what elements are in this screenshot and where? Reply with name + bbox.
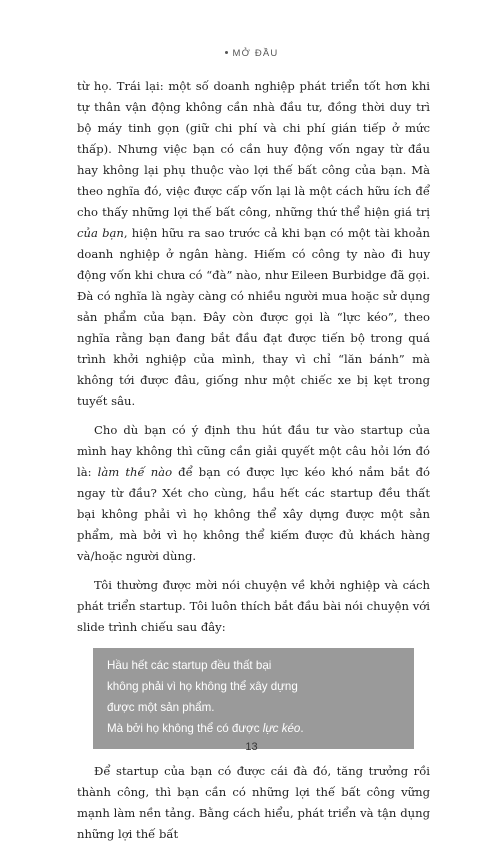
paragraph-4 (77, 761, 430, 845)
paragraph-1 (77, 76, 430, 412)
slide-quote-line-4-prefix: Mà bởi họ không thể có được (107, 722, 263, 735)
paragraph-2-emphasis: làm thế nào (97, 465, 173, 479)
running-title: MỞ ĐẦU (232, 48, 279, 59)
paragraph-1-emphasis: của bạn (77, 226, 124, 240)
paragraph-2-text-b: để bạn có được lực kéo khó nắm bắt đó ngay từ đầu? Xét cho cùng, hầu hết các startup đều thất bại không phải vì họ không thể xây dựng được một sản phẩm, mà bởi vì họ không thể kiếm được đủ khách hàng và/hoặc người dùng. (77, 465, 430, 563)
paragraph-1-text-a: từ họ. Trái lại: một số doanh nghiệp phát triển tốt hơn khi tự thân vận động không cần nhà đầu tư, đồng thời duy trì bộ máy tinh gọn (giữ chi phí và chi phí gián tiếp ở mức thấp). Nhưng việc bạn có cần huy động vốn ngay từ đầu hay không lại phụ thuộc vào lợi thế bất công của bạn. Mà theo nghĩa đó, việc được cấp vốn lại là một cách hữu ích để cho thấy những lợi thế bất công, những thứ thể hiện giá trị (77, 79, 430, 219)
paragraph-3-text: Tôi thường được mời nói chuyện về khởi nghiệp và cách phát triển startup. Tôi luôn thích bắt đầu bài nói chuyện với slide trình chiếu sau đây: (77, 578, 430, 634)
slide-quote-line-1: Hầu hết các startup đều thất bại (107, 659, 272, 672)
paragraph-2-text-a: Cho dù bạn có ý định thu hút đầu tư vào startup của mình hay không thì cũng cần giải quyết một câu hỏi lớn đó là: (77, 423, 430, 479)
slide-quote-emphasis: lực kéo (262, 722, 301, 735)
slide-quote-line-4-suffix: . (300, 722, 304, 735)
body-text (77, 76, 430, 845)
paragraph-4-text: Để startup của bạn có được cái đà đó, tăng trưởng rồi thành công, thì bạn cần có những lợi thế bất công vững mạnh làm nền tảng. Bằng cách hiểu, phát triển và tận dụng những lợi thế bất (77, 764, 430, 841)
paragraph-2 (77, 420, 430, 567)
slide-quote-line-4 (107, 718, 400, 739)
paragraph-1-text-b: , hiện hữu ra sao trước cả khi bạn có một tài khoản doanh nghiệp ở ngân hàng. Hiếm có công ty nào đi huy động vốn khi chưa có “đà” nào, như Eileen Burbidge đã gọi. Đà có nghĩa là ngày càng có nhiều người mua hoặc sử dụng sản phẩm của bạn. Đây còn được gọi là “lực kéo”, theo nghĩa rằng bạn đang bắt đầu đạt được tiến bộ trong quá trình khởi nghiệp của mình, thay vì chỉ “lăn bánh” mà không tới được đâu, giống như một chiếc xe bị kẹt trong tuyết sâu. (77, 226, 430, 408)
slide-quote-box (93, 648, 414, 749)
slide-quote-line-2: không phải vì họ không thể xây dựng (107, 680, 298, 693)
running-header (0, 48, 503, 59)
bullet-dot-icon (225, 51, 228, 54)
paragraph-3 (77, 575, 430, 638)
slide-quote-line-3: được một sản phẩm. (107, 701, 215, 714)
page-number: 13 (245, 741, 258, 753)
